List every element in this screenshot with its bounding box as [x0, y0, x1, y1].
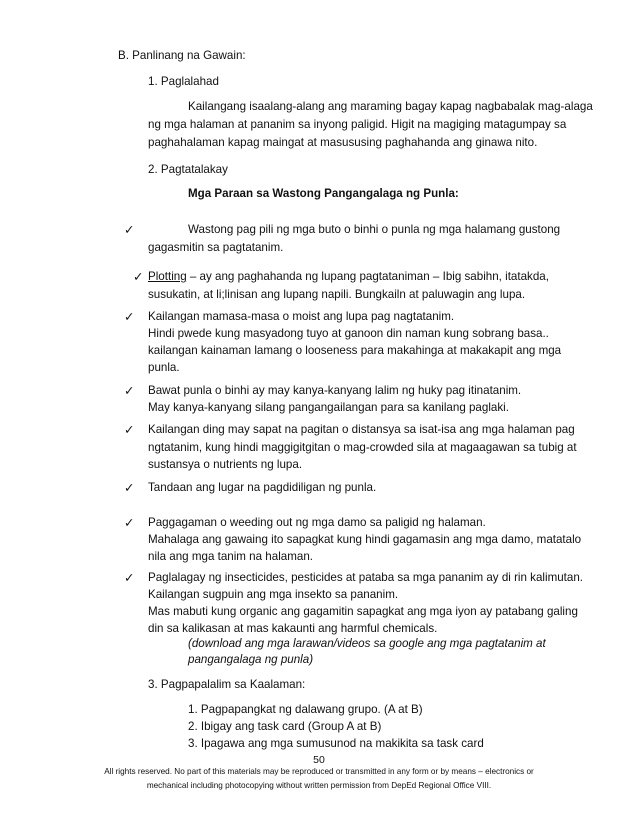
bullet-line: Paggagaman o weeding out ng mga damo sa paligid ng halaman.: [148, 516, 486, 529]
check-mark-icon: ✓: [124, 422, 135, 437]
step2-subtitle: Mga Paraan sa Wastong Pangangalaga ng Punla:: [188, 187, 459, 200]
bullet-line: Mas mabuti kung organic ang gagamitin sapagkat ang mga iyon ay patabang galing: [148, 605, 578, 618]
step1-line: Kailangang isaalang-alang ang maraming bagay kapag nagbabalak mag-alaga: [188, 100, 593, 113]
check-mark-icon: ✓: [133, 269, 144, 284]
step3-heading: 3. Pagpapalalim sa Kaalaman:: [148, 678, 306, 691]
footer-copyright: All rights reserved. No part of this materials may be reproduced or transmitted in any form or by means – electronics or: [104, 767, 534, 776]
bullet-line: Kailangan sugpuin ang mga insekto sa pananim.: [148, 588, 399, 601]
bullet-line: susukatin, at li;linisan ang lupang napili. Bungkailn at paluwagin ang lupa.: [148, 288, 526, 301]
bullet-line: Paglalagay ng insecticides, pesticides at pataba sa mga pananim ay di rin kalimutan.: [148, 571, 584, 584]
bullet-line: Kailangan ding may sapat na pagitan o distansya sa isat-isa ang mga halaman pag: [148, 423, 575, 436]
bullet-line: Bawat punla o binhi ay may kanya-kanyang lalim ng huky pag itinatanim.: [148, 384, 522, 397]
plotting-term: Plotting: [148, 270, 187, 283]
bullet-line: Kailangan mamasa-masa o moist ang lupa pag nagtatanim.: [148, 310, 455, 323]
bullet-line: punla.: [148, 361, 180, 374]
step3-item: 2. Ibigay ang task card (Group A at B): [188, 720, 382, 733]
section-b-heading: B. Panlinang na Gawain:: [118, 49, 246, 62]
bullet-line: Hindi pwede kung masyadong tuyo at ganoon din naman kung sobrang basa..: [148, 327, 549, 340]
bullet-text: – ay ang paghahanda ng lupang pagtataniman – Ibig sabihn, itatakda,: [186, 270, 549, 283]
bullet-line: May kanya-kanyang silang pangangailangan para sa kanilang paglaki.: [148, 401, 509, 414]
check-mark-icon: ✓: [124, 515, 135, 530]
page-number: 50: [313, 754, 325, 766]
step1-heading: 1. Paglalahad: [148, 75, 219, 88]
check-mark-icon: ✓: [124, 480, 135, 495]
step3-item: 1. Pagpapangkat ng dalawang grupo. (A at B): [188, 703, 423, 716]
step1-line: ng mga halaman at pananim sa inyong paligid. Higit na magiging matagumpay sa: [148, 118, 567, 131]
bullet-line: Tandaan ang lugar na pagdidiligan ng punla.: [148, 481, 377, 494]
bullet-line: Wastong pag pili ng mga buto o binhi o punla ng mga halamang gustong: [188, 223, 561, 236]
bullet-line: nila ang mga tanim na halaman.: [148, 550, 313, 563]
bullet-line: sustansya o nutrients ng lupa.: [148, 458, 303, 471]
check-mark-icon: ✓: [124, 383, 135, 398]
bullet-line: [148, 270, 549, 284]
bullet-line: kailangan kainaman lamang o looseness para makahinga at makakapit ang mga: [148, 344, 562, 357]
bullet-line: ngtatanim, kung hindi maggigitgitan o mag-crowded sila at magaagawan sa tubig at: [148, 441, 577, 454]
bullet-line: Mahalaga ang gawaing ito sapagkat kung hindi gagamasin ang mga damo, matatalo: [148, 533, 582, 546]
step3-item: 3. Ipagawa ang mga sumusunod na makikita sa task card: [188, 737, 484, 750]
bullet-line: din sa kalikasan at mas kakaunti ang harmful chemicals.: [148, 622, 438, 635]
step2-heading: 2. Pagtatalakay: [148, 163, 228, 176]
bullet-line: gagasmitin sa pagtatanim.: [148, 241, 284, 254]
check-mark-icon: ✓: [124, 309, 135, 324]
step1-line: paghahalaman kapag maingat at masususing paghahanda ang ginawa nito.: [148, 136, 538, 149]
check-mark-icon: ✓: [124, 570, 135, 585]
download-note: (download ang mga larawan/videos sa google ang mga pagtatanim at: [188, 637, 546, 650]
check-mark-icon: ✓: [124, 222, 135, 237]
footer-copyright: mechanical including photocopying without written permission from DepEd Regional Office VIII.: [146, 781, 492, 790]
download-note: pangangalaga ng punla): [188, 653, 314, 666]
